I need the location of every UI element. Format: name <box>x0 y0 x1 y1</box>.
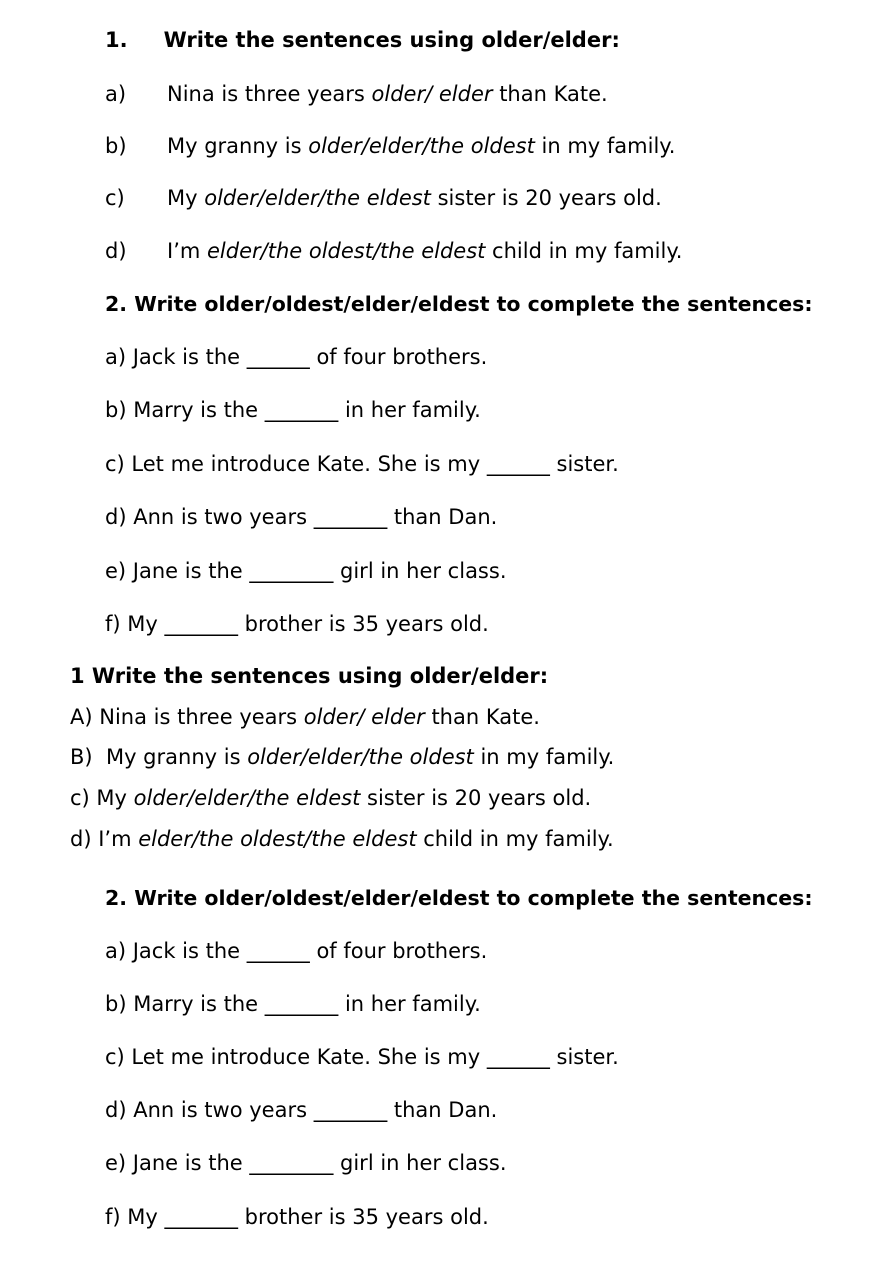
item-text: sister is 20 years old. <box>430 186 662 210</box>
section1-heading-number: 1. <box>105 28 128 52</box>
section3-item-c <box>70 784 591 812</box>
section3-item-d <box>70 825 614 853</box>
section1-heading <box>105 26 620 54</box>
section1-item-c <box>105 184 662 212</box>
section4-heading: 2. Write older/oldest/elder/eldest to complete the sentences: <box>105 886 813 910</box>
item-text: My <box>167 186 205 210</box>
item-text: sister is 20 years old. <box>360 786 592 810</box>
item-options: older/elder/the oldest <box>308 134 535 158</box>
item-text: Nina is three years <box>92 705 304 729</box>
item-text: My granny is <box>92 745 248 769</box>
section4-item: a) Jack is the ______ of four brothers. <box>105 939 488 963</box>
section2-heading: 2. Write older/oldest/elder/eldest to complete the sentences: <box>105 292 813 316</box>
item-text: I’m <box>91 827 139 851</box>
section4-item: c) Let me introduce Kate. She is my ______ sister. <box>105 1045 619 1069</box>
item-label: B) <box>70 745 93 769</box>
item-label: d) <box>70 827 92 851</box>
item-label: c) <box>70 786 90 810</box>
item-text: My <box>89 786 134 810</box>
section1-item-d <box>105 237 682 265</box>
item-label: a) <box>105 82 127 106</box>
section3-item-a <box>70 703 540 731</box>
section2-item: b) Marry is the _______ in her family. <box>105 398 481 422</box>
item-options: older/ elder <box>303 705 425 729</box>
item-options: elder/the oldest/the eldest <box>138 827 417 851</box>
item-options: elder/the oldest/the eldest <box>207 239 486 263</box>
item-text: My granny is <box>167 134 309 158</box>
section2-item: f) My _______ brother is 35 years old. <box>105 612 489 636</box>
section3-heading: 1 Write the sentences using older/elder: <box>70 664 549 688</box>
item-text: child in my family. <box>416 827 614 851</box>
section4-item: b) Marry is the _______ in her family. <box>105 992 481 1016</box>
item-text: Nina is three years <box>167 82 372 106</box>
item-label: A) <box>70 705 93 729</box>
section2-item: c) Let me introduce Kate. She is my ______ sister. <box>105 452 619 476</box>
item-text: than Kate. <box>492 82 608 106</box>
section3-item-b <box>70 743 614 771</box>
item-options: older/ elder <box>371 82 493 106</box>
item-text: child in my family. <box>485 239 683 263</box>
item-label: b) <box>105 134 127 158</box>
item-options: older/elder/the eldest <box>204 186 431 210</box>
section2-item: a) Jack is the ______ of four brothers. <box>105 345 488 369</box>
section4-item: e) Jane is the ________ girl in her class. <box>105 1151 507 1175</box>
item-text: I’m <box>167 239 208 263</box>
item-text: in my family. <box>534 134 676 158</box>
item-options: older/elder/the oldest <box>247 745 474 769</box>
section1-item-b <box>105 132 675 160</box>
section2-item: d) Ann is two years _______ than Dan. <box>105 505 498 529</box>
item-text: in my family. <box>473 745 615 769</box>
section1-item-a <box>105 80 608 108</box>
section4-item: f) My _______ brother is 35 years old. <box>105 1205 489 1229</box>
item-options: older/elder/the eldest <box>133 786 361 810</box>
item-text: than Kate. <box>424 705 540 729</box>
item-label: d) <box>105 239 127 263</box>
section1-heading-text: Write the sentences using older/elder: <box>163 28 620 52</box>
item-label: c) <box>105 186 125 210</box>
section2-item: e) Jane is the ________ girl in her class. <box>105 559 507 583</box>
section4-item: d) Ann is two years _______ than Dan. <box>105 1098 498 1122</box>
